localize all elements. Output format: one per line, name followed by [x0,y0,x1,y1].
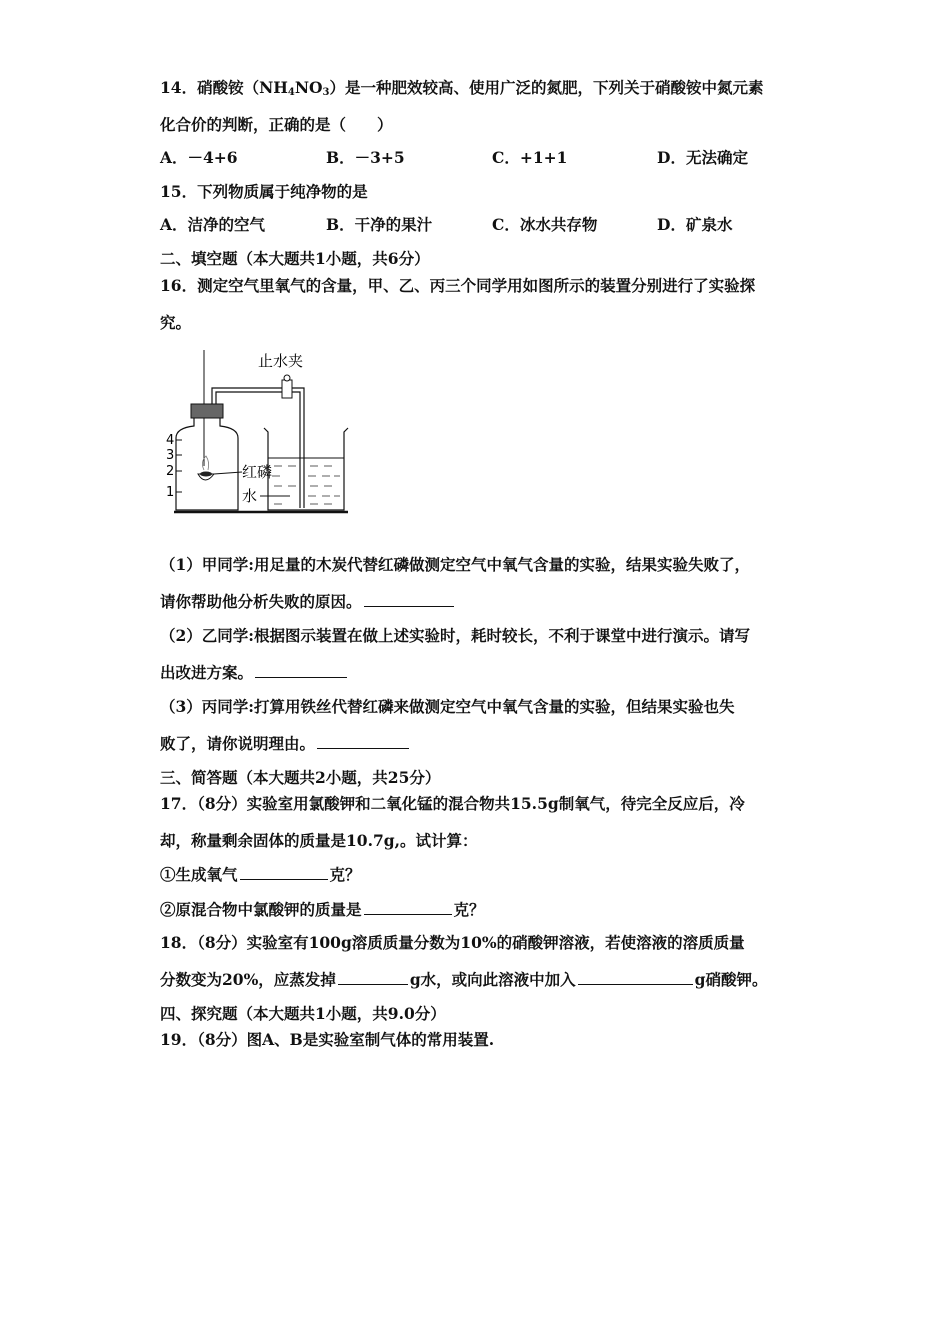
q16-part3-line2: 败了，请你说明理由。 [160,734,411,754]
connecting-tube [212,388,284,404]
q17-sub1: ①生成氧气 克？ [160,865,361,884]
answer-blank[interactable] [255,663,347,678]
q16-stem-line2: 究。 [160,313,192,332]
scale-4: 4 [166,433,175,448]
q15-stem: 15．下列物质属于纯净物的是 [160,182,368,201]
section-short-answer-heading: 三、简答题（本大题共2小题，共25分） [160,768,441,787]
section-inquiry-heading: 四、探究题（本大题共1小题，共9.0分） [160,1004,446,1023]
q14-stem-line1: 14．硝酸铵$(NH_4NO_3)$是一种肥效较高、使用广泛的氮肥，下列关于硝酸铵中氮元素 [160,78,764,98]
flame-smoke [202,456,208,470]
q16-part2-line2: 出改进方案。 [160,663,349,683]
q14-option-a: A．－4+6 [160,148,238,167]
q18-stem-line1: 18．（8分）实验室有100g溶质质量分数为10%的硝酸钾溶液，若使溶液的溶质质量 [160,933,745,952]
red-phosphorus [200,472,212,477]
clamp-label: 止水夹 [258,352,304,370]
gas-bottle [176,418,238,510]
q14-stem-line2: 化合价的判断，正确的是（ ） [160,115,393,134]
q15-option-c: C．冰水共存物 [492,215,598,234]
water-label: 水 [242,487,258,505]
scale-1: 1 [166,485,175,500]
section-fill-in-heading: 二、填空题（本大题共1小题，共6分） [160,249,430,268]
answer-blank[interactable] [338,970,408,985]
q17-sub2: ②原混合物中氯酸钾的质量是 克？ [160,900,485,919]
q16-part1-line2: 请你帮助他分析失败的原因。 [160,592,456,612]
q19-stem: 19．（8分）图A、B是实验室制气体的常用装置. [160,1030,495,1049]
answer-blank[interactable] [317,734,409,749]
answer-blank[interactable] [578,970,693,985]
answer-blank[interactable] [364,900,452,915]
q14-option-d: D．无法确定 [657,148,748,167]
q17-stem-line2: 却，称量剩余固体的质量是10.7g,。试计算： [160,831,478,850]
scale-2: 2 [166,464,175,479]
q14-option-b: B．－3+5 [326,148,405,167]
stopper [191,404,223,418]
q16-part3-line1: （3）丙同学:打算用铁丝代替红磷来做测定空气中氧气含量的实验，但结果实验也失 [160,697,735,716]
q16-stem-line1: 16．测定空气里氧气的含量，甲、乙、丙三个同学用如图所示的装置分别进行了实验探 [160,276,756,295]
red-phosphorus-label: 红磷 [242,463,273,481]
q15-option-d: D．矿泉水 [657,215,733,234]
apparatus-figure [160,346,360,518]
answer-blank[interactable] [240,865,328,880]
q16-part1-line1: （1）甲同学:用足量的木炭代替红磷做测定空气中氧气含量的实验，结果实验失败了， [160,555,751,574]
q15-option-a: A．洁净的空气 [160,215,266,234]
q16-part2-line1: （2）乙同学:根据图示装置在做上述实验时，耗时较长，不利于课堂中进行演示。请写 [160,626,751,645]
q17-stem-line1: 17．（8分）实验室用氯酸钾和二氧化锰的混合物共15.5g制氧气，待完全反应后，冷 [160,794,745,813]
answer-blank[interactable] [364,592,454,607]
q18-stem-line2: 分数变为20%，应蒸发掉 g水，或向此溶液中加入 g硝酸钾。 [160,970,768,989]
clamp [282,380,292,398]
scale-3: 3 [166,448,175,463]
q15-option-b: B．干净的果汁 [326,215,433,234]
q14-option-c: C．+1+1 [492,148,568,167]
water-pattern [272,466,340,504]
beaker [264,428,348,510]
apparatus-diagram [160,346,360,518]
